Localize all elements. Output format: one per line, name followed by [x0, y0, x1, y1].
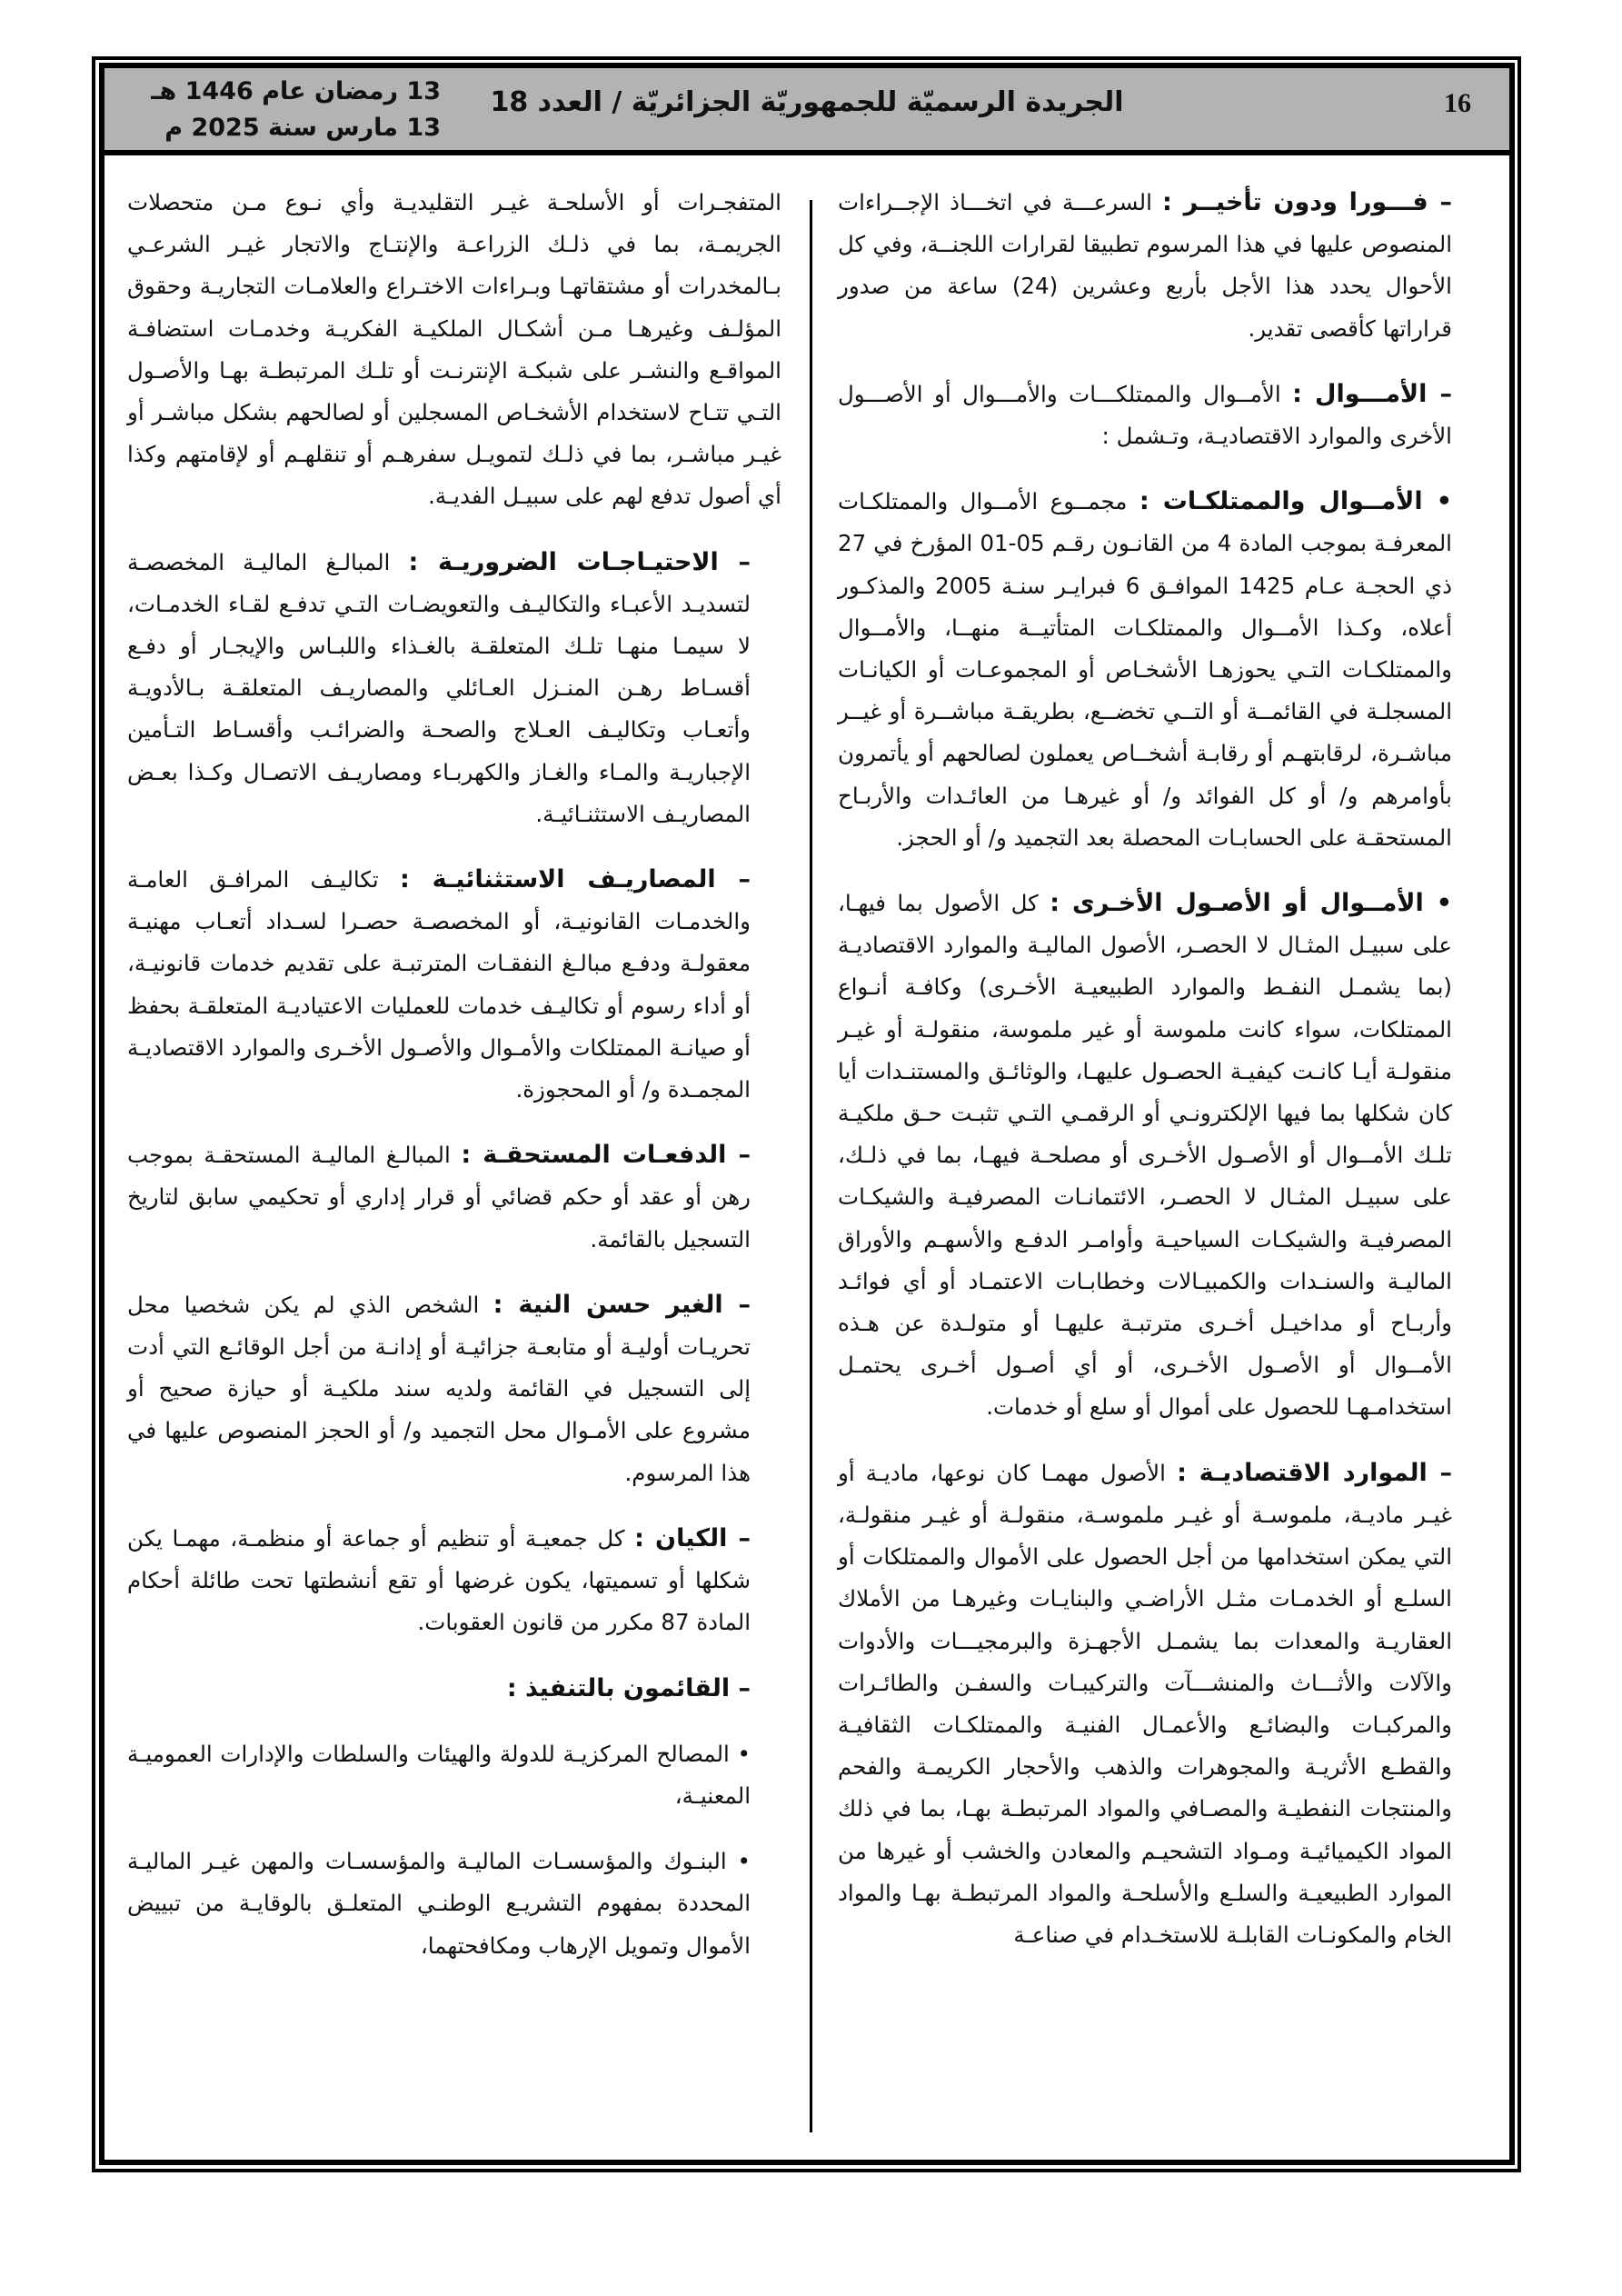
page-number: 16 — [1444, 88, 1471, 118]
term: – الاحتيـاجـات الضروريـة : — [408, 547, 751, 576]
gazette-title: الجريدة الرسميّة للجمهوريّة الجزائريّة / العدد 18 — [490, 86, 1124, 118]
definition-bona-fide-third-party — [127, 1284, 781, 1494]
definition-text: تكاليـف المرافـق العامـة والخدمـات القانونيـة، أو المخصصـة حصـرا لسـداد أتعـاب مهنيـة معقولـة ودفـع مبالـغ النفقـات المترتبـة على تقديم خدمات قانونيـة، أو أداء رسوم أو تكاليـف خدمات للعمليات الاعتياديـة المتعلقـة بحفظ أو صيانـة الممتلكات والأمـوال والأصـول الأخـرى والموارد الاقتصاديـة المجمـدة و/ أو المحجوزة. — [127, 866, 751, 1103]
definition-text: الأمــوال والممتلكـــات والأمـــوال أو الأصـــول الأخرى والموارد الاقتصاديـة، وتـشمل : — [838, 380, 1452, 450]
definition-text: كل الأصول بما فيهـا، على سبيـل المثـال لا الحصـر، الأصول الماليـة والموارد الاقتصاديـة (بما يشمـل النفـط والموارد الطبيعيـة الأخـرى) وكافـة أنـواع الممتلكات، سواء كانت ملموسة أو غير ملموسة، منقولـة أو غيـر منقولـة أيـا كانـت كيفيـة الحصـول عليهـا، والوثائـق والمستنـدات أيا كان شكلها بما فيها الإلكترونـي أو الرقمـي التـي تثبـت حـق ملكيـة تلـك الأمــوال أو الأصـول الأخـرى أو مصلحـة فيهـا، بما في ذلـك، على سبيـل المثـال لا الحصـر، الائتمانـات المصرفيـة والشيكـات المصرفيـة والشيكـات السياحيـة وأوامـر الدفـع والأسهـم والأوراق الماليـة والسنـدات والكمبيـالات وخطابـات الاعتمـاد أو أي فوائـد وأربـاح أو مداخيـل أخـرى مترتبـة عليهـا أو متولـدة عن هـذه الأمــوال أو الأصـول الأخـرى، أو أي أصـول أخـرى يحتمـل استخدامـهـا للحصول على أموال أو سلع أو خدمات. — [838, 890, 1452, 1421]
definition-funds — [838, 374, 1483, 457]
definition-other-assets — [838, 883, 1483, 1429]
bullet-central-services: • المصالح المركزيـة للدولة والهيئات والسلطات والإدارات العموميـة المعنيـة، — [127, 1740, 751, 1809]
column-divider — [810, 200, 812, 2132]
definition-text: المبالـغ الماليـة المستحقـة بموجب رهن أو عقد أو حكم قضائي أو قرار إداري أو تحكيمي سابق لتاريخ التسجيل بالقائمة. — [127, 1142, 751, 1253]
definition-basic-needs — [127, 542, 781, 835]
date-hijri: 13 رمضان عام 1446 هـ — [151, 77, 441, 105]
definition-entity — [127, 1518, 781, 1644]
definition-text: المبالـغ الماليـة المخصصـة لتسديـد الأعبـاء والتكاليـف والتعويضـات التـي تدفـع لقـاء الخدمـات، لا سيمـا منهـا تلـك المتعلقـة بالغـذاء واللبـاس والإيجـار أو دفـع أقسـاط رهـن المنـزل العـائلي والمصاريـف المتعلقـة بـالأدويـة وأتعـاب وتكاليـف العـلاج والصحـة والضرائـب وأقسـاط التـأمين الإجباريـة والمـاء والغـاز والكهربـاء ومصاريـف الاتصـال وكـذا بعـض المصاريـف الاستثنـائيـة. — [127, 548, 751, 827]
term: – الأمـــوال : — [1292, 379, 1452, 408]
term: • الأمــوال أو الأصـول الأخـرى : — [1050, 889, 1453, 918]
definition-text: مجمــوع الأمــوال والممتلكـات المعرفـة بموجب المادة 4 من القانـون رقـم 05-01 المؤرخ في 27 ذي الحجـة عـام 1425 الموافـق 6 فبرايـر سنـة 2005 والمذكـور أعلاه، وكـذا الأمــوال والممتلكـات المتأتيــة منهــا، والأمــوال والممتلكـات التـي يحوزهـا الأشخـاص أو المجموعـات أو الكيانـات المسجلـة في القائمــة أو التــي تخضــع، بطريقـة مباشــرة أو غيــر مباشـرة، لرقابتهـم أو رقابـة أشخــاص يعملون لصالحهم أو يأتمرون بأوامرهم و/ أو كل الفوائد و/ أو غيرهـا من العائـدات والأربـاح المستحقـة على الحسابـات المحصلة بعد التجميد و/ أو الحجز. — [838, 488, 1452, 851]
term: – الموارد الاقتصاديـة : — [1177, 1458, 1452, 1487]
definition-due-payments — [127, 1134, 781, 1261]
term: – المصاريـف الاستثنائيـة : — [399, 865, 751, 894]
definition-text: الشخص الذي لم يكن شخصيا محل تحريـات أوليـة أو متابعـة جزائيـة أو إدانـة من أجل الوقائـع التي أدت إلى التسجيل في القائمة ولديه سند ملكيـة أو حيازة صحيح أو مشروع على الأمـوال محل التجميد و/ أو الحجز المنصوص عليها في هذا المرسوم. — [127, 1291, 751, 1486]
issue-dates — [132, 74, 441, 146]
bullet-banks-institutions: • البنـوك والمؤسسـات الماليـة والمؤسسـات والمهن غيـر الماليـة المحددة بمفهوم التشريـع الوطنـي المتعلـق بالوقايـة من تبييض الأموال وتمويل الإرهاب ومكافحتهما، — [127, 1848, 751, 1959]
left-column — [127, 182, 781, 1991]
definition-text: كل جمعيـة أو تنظيم أو جماعة أو منظمـة، مهمـا يكن شكلها أو تسميتها، يكون غرضها أو تقع أنشطتها تحت طائلة أحكام المادة 87 مكرر من قانون العقوبات. — [127, 1524, 751, 1636]
page-header — [104, 68, 1509, 155]
term: – الدفعـات المستحقـة : — [461, 1141, 751, 1170]
definition-economic-resources — [838, 1452, 1483, 1956]
term: – فـــورا ودون تأخيــر : — [1162, 188, 1452, 216]
section-heading-implementers: – القائمون بالتنفيذ : — [506, 1673, 751, 1702]
continuation-paragraph: المتفجـرات أو الأسلحـة غيـر التقليديـة وأي نـوع مـن متحصلات الجريمـة، بما في ذلـك الزراعـة والإنتـاج والاتجار غيـر الشرعـي بـالمخدرات أو مشتقاتهـا وبـراءات الاختـراع والعلامـات التجاريـة وحقوق المؤلـف وغيرهـا مـن أشكـال الملكيـة الفكريـة وخدمـات استضافـة المواقـع والنشـر على شبكـة الإنترنـت أو تلـك المرتبطـة بهـا والأصـول التـي تتـاح لاستخدام الأشخـاص المسجلين أو لصالحهم بشكل مباشـر أو غيـر مباشـر، بما في ذلـك لتمويـل سفرهـم أو تنقلهـم أو لإقامتهم وكذا أي أصول تدفع لهم على سبيـل الفديـة. — [127, 189, 781, 510]
definition-immediately — [838, 182, 1483, 350]
date-gregorian: 13 مارس سنة 2025 م — [164, 114, 441, 142]
term: – الغير حسن النية : — [493, 1290, 751, 1319]
term: – الكيان : — [634, 1523, 751, 1552]
definition-text: الأصول مهمـا كان نوعها، ماديـة أو غيـر ماديـة، ملموسـة أو غيـر ملموسـة، منقولـة أو غيـر منقولـة، التي يمكن استخدامها من أجل الحصول على الأموال والممتلكات أو السلـع أو الخدمـات مثـل الأراضـي والبنايـات وغيرهـا من الأملاك العقاريـة والمعدات بما يشمـل الأجهـزة والبرمجيـــات والأدوات والآلات والأثـــاث والمنشـــآت والتركيبـات والسفـن والطائـرات والمركبـات والبضائـع والأعمـال الفنيـة والممتلكـات الثقافيـة والقطـع الأثريـة والمجوهرات والذهب والأحجار الكريمـة والفحم والمنتجات النفطيـة والمصـافي والمواد المرتبطـة بهـا، بما في ذلك المواد الكيميائيـة ومـواد التشحيـم والمعادن والخشب أو غيرها من الموارد الطبيعيـة والسلـع والأسلحـة والمواد المرتبطـة بهـا والمواد الخام والمكونـات القابلـة للاستخـدام في صناعـة — [838, 1459, 1452, 1948]
definition-extraordinary-expenses — [127, 859, 781, 1111]
definition-text: السرعـــة في اتخـــاذ الإجــراءات المنصوص عليها في هذا المرسوم تطبيقا لقرارات اللجنــة، وفي كل الأحوال يحدد هذا الأجل بأربع وعشرين (24) ساعة من صدور قراراتها كأقصى تقدير. — [838, 189, 1452, 342]
right-column — [838, 182, 1483, 1980]
definition-funds-properties — [838, 481, 1483, 859]
term: • الأمــوال والممتلكـات : — [1139, 487, 1452, 516]
